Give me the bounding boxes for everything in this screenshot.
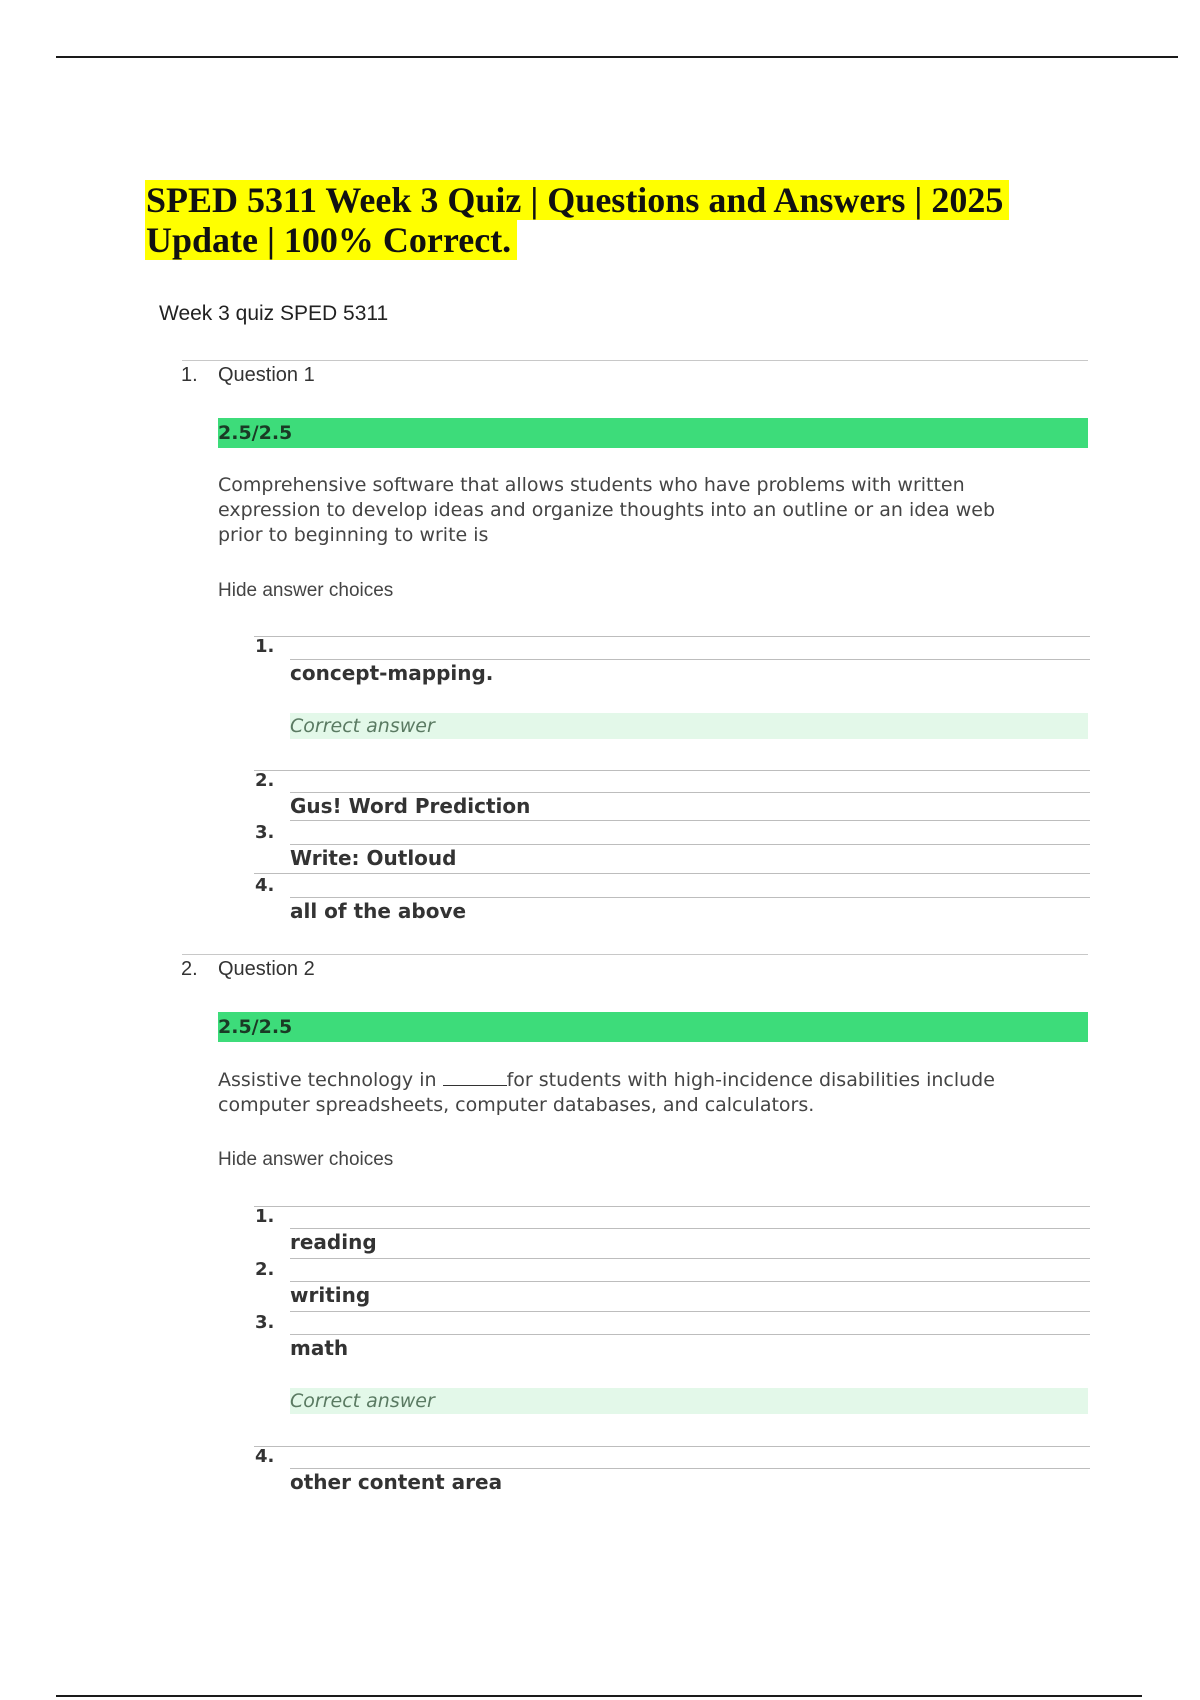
question-divider (182, 360, 1088, 361)
choice-divider (290, 844, 1090, 845)
choice-number: 3. (255, 822, 275, 843)
hide-answer-choices-link[interactable]: Hide answer choices (218, 580, 394, 601)
fill-in-blank (443, 1069, 507, 1086)
choice-number: 4. (255, 875, 275, 896)
correct-answer-badge: Correct answer (290, 1388, 1088, 1414)
choice-divider (290, 1334, 1090, 1335)
choice-number: 2. (255, 770, 275, 791)
score-bar (218, 1012, 1088, 1042)
choice-divider (290, 659, 1090, 660)
answer-choice[interactable]: Gus! Word Prediction (290, 794, 531, 818)
choice-divider (254, 1446, 1090, 1447)
choice-divider (290, 792, 1090, 793)
question-text-line: computer spreadsheets, computer databases, and calculators. (218, 1094, 815, 1116)
correct-answer-badge: Correct answer (290, 713, 1088, 739)
answer-choice[interactable]: other content area (290, 1470, 503, 1494)
question-title: Question 2 (218, 958, 315, 980)
page-top-rule (56, 56, 1178, 58)
choice-divider (290, 820, 1090, 821)
choice-number: 1. (255, 1206, 275, 1227)
document-subtitle: Week 3 quiz SPED 5311 (159, 302, 389, 325)
choice-divider (290, 1228, 1090, 1229)
title-line-2: Update | 100% Correct. (145, 220, 517, 260)
answer-choice[interactable]: concept-mapping. (290, 661, 494, 685)
question-divider (182, 954, 1088, 955)
choice-number: 2. (255, 1259, 275, 1280)
question-number: 2. (181, 958, 198, 980)
choice-divider (290, 1468, 1090, 1469)
choice-divider (290, 1311, 1090, 1312)
question-number: 1. (181, 364, 198, 386)
question-text (218, 1068, 1098, 1118)
answer-choice[interactable]: reading (290, 1230, 377, 1254)
choice-number: 3. (255, 1312, 275, 1333)
score-value: 2.5/2.5 (218, 1016, 293, 1038)
choice-divider (254, 636, 1090, 637)
hide-answer-choices-link[interactable]: Hide answer choices (218, 1149, 394, 1170)
choice-number: 4. (255, 1446, 275, 1467)
choice-divider (290, 897, 1090, 898)
answer-choice[interactable]: math (290, 1336, 349, 1360)
question-text-line: expression to develop ideas and organize thoughts into an outline or an idea web (218, 499, 996, 521)
answer-choice[interactable]: writing (290, 1283, 371, 1307)
question-text-line: Comprehensive software that allows students who have problems with written (218, 474, 965, 496)
choice-divider (254, 873, 1090, 874)
choice-number: 1. (255, 636, 275, 657)
choice-divider (290, 1258, 1090, 1259)
page-bottom-rule (56, 1695, 1142, 1697)
choice-divider (254, 1206, 1090, 1207)
question-text (218, 473, 1098, 548)
question-text-line: prior to beginning to write is (218, 524, 489, 546)
score-value: 2.5/2.5 (218, 422, 293, 444)
question-heading (181, 958, 315, 981)
title-line-1: SPED 5311 Week 3 Quiz | Questions and Answers | 2025 (145, 180, 1009, 220)
question-heading (181, 364, 315, 387)
question-text-line: Assistive technology in for students with high-incidence disabilities include (218, 1069, 995, 1091)
answer-choice[interactable]: all of the above (290, 899, 467, 923)
score-bar (218, 418, 1088, 448)
answer-choice[interactable]: Write: Outloud (290, 846, 457, 870)
document-title (145, 180, 1145, 260)
choice-divider (290, 1281, 1090, 1282)
question-title: Question 1 (218, 364, 315, 386)
choice-divider (254, 770, 1090, 771)
